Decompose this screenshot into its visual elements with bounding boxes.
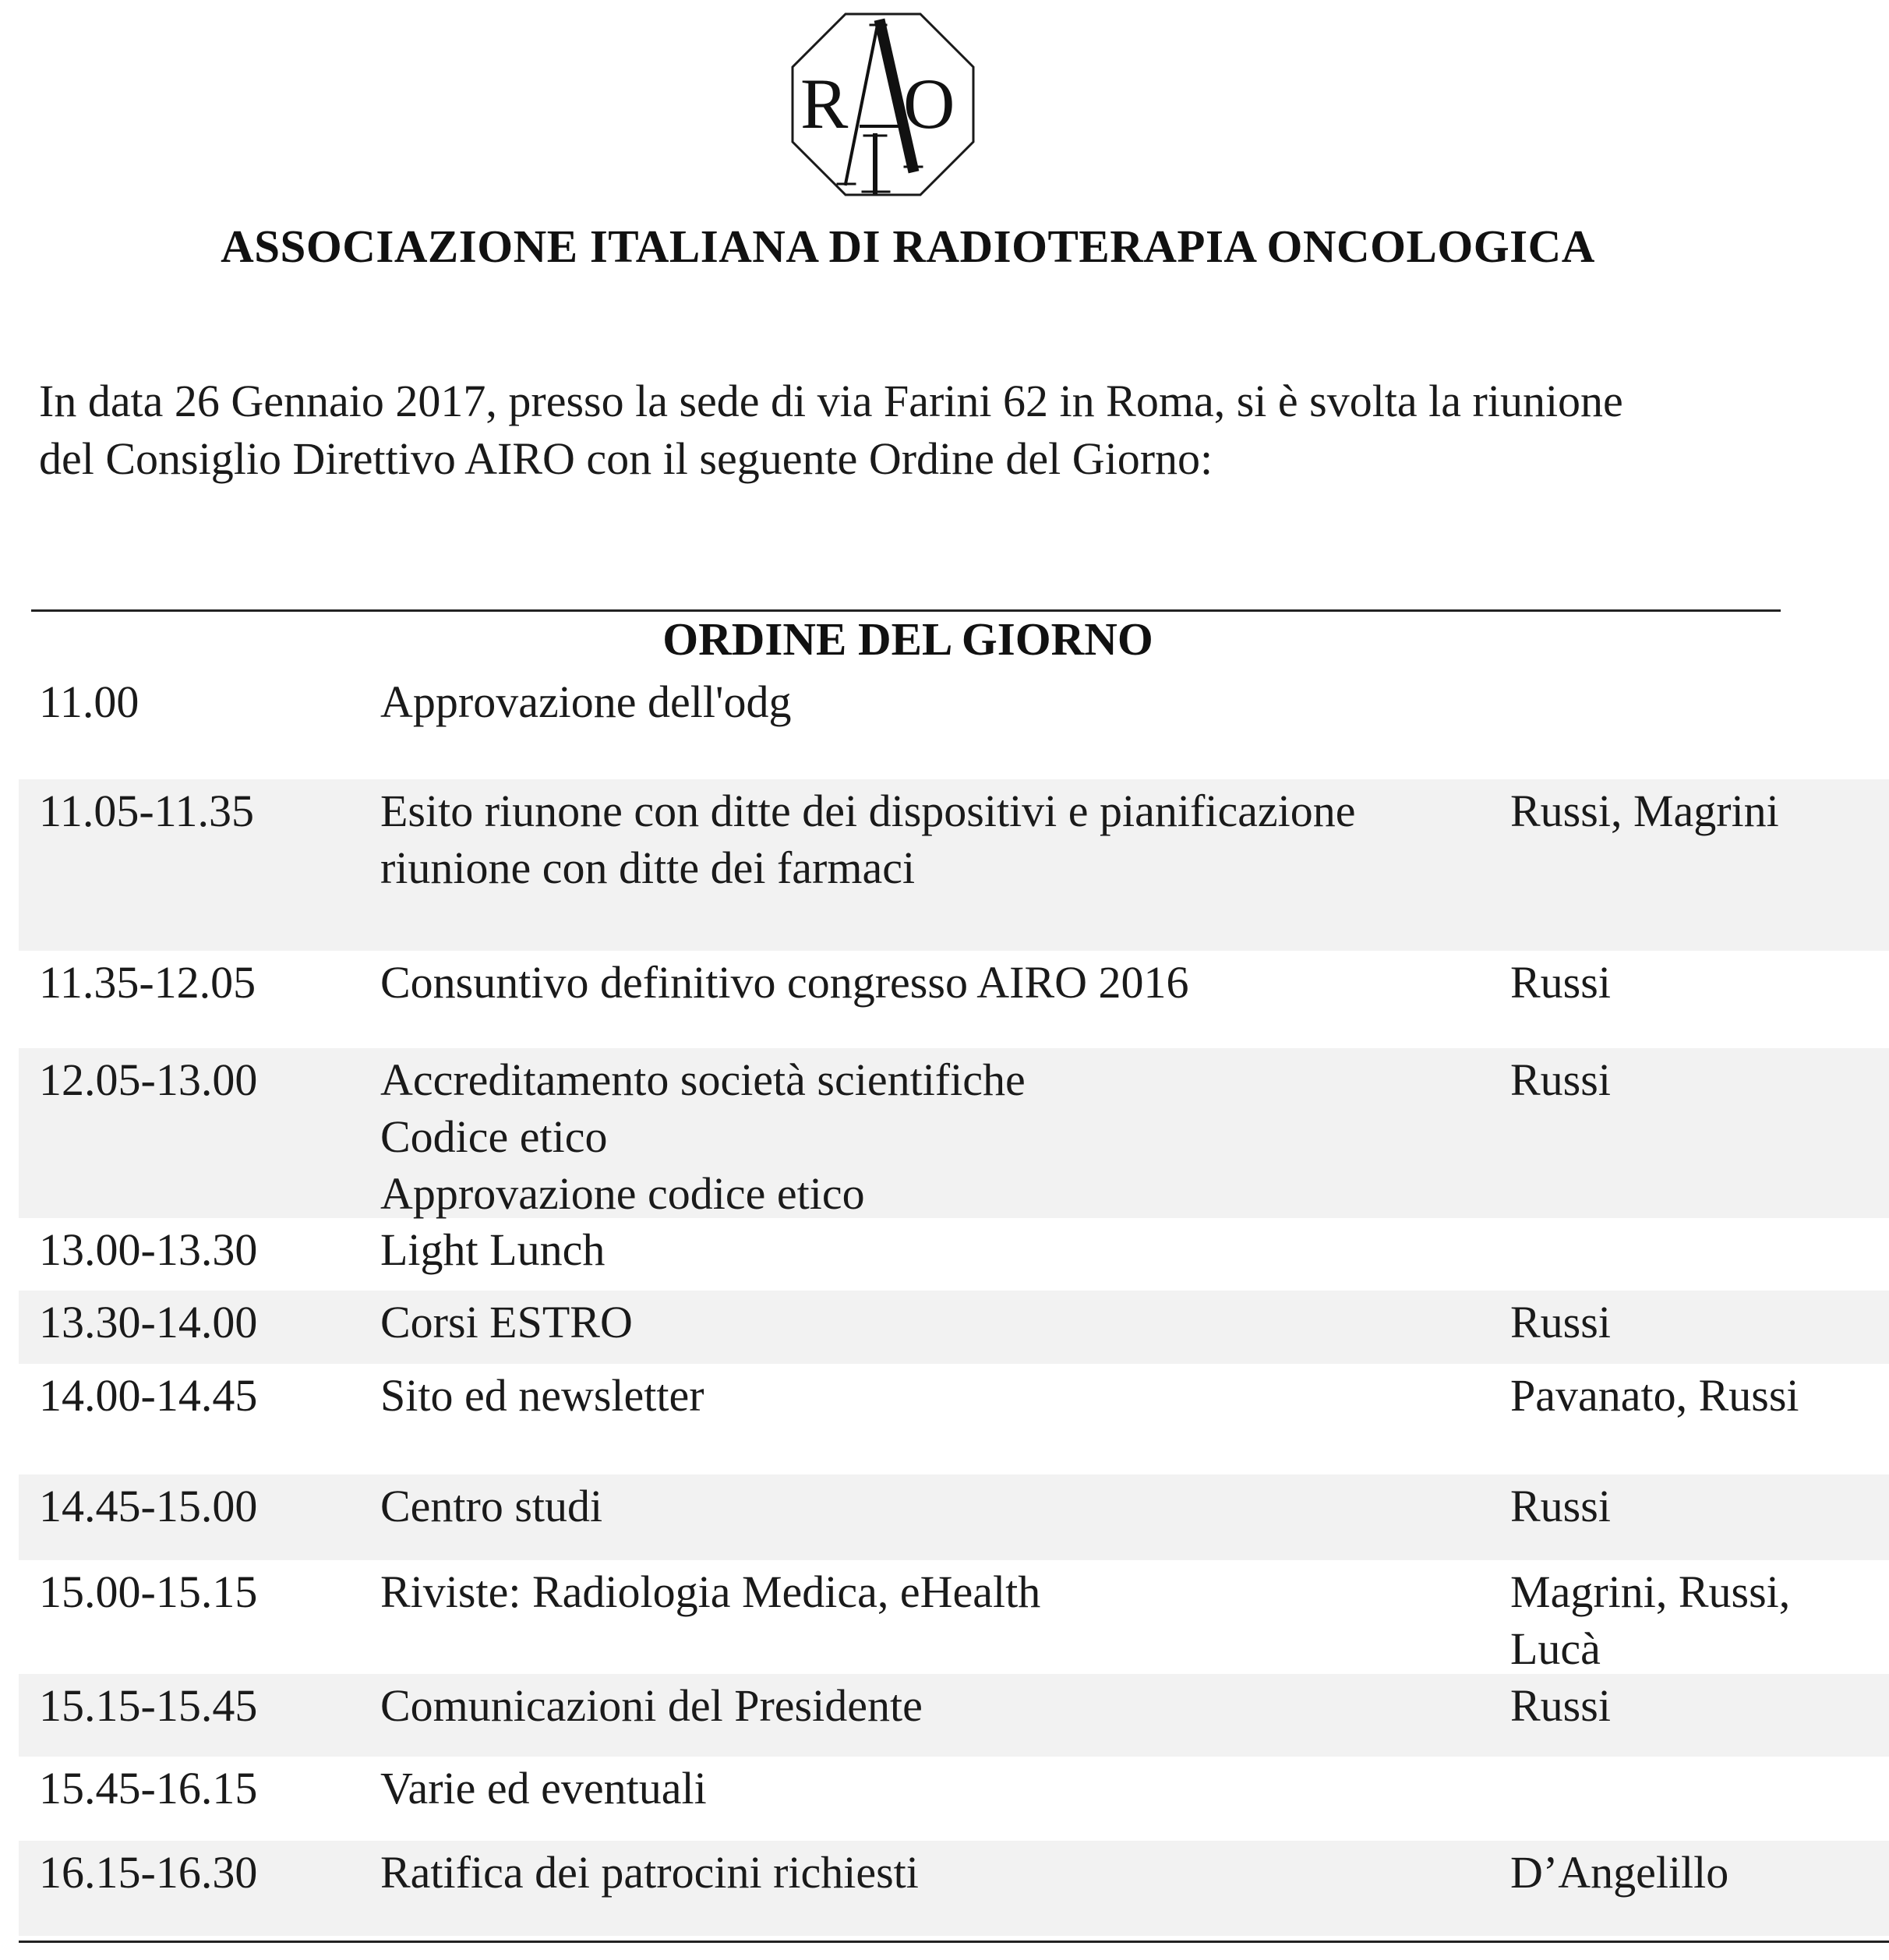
agenda-time: 11.35-12.05 (39, 957, 256, 1008)
organization-title: ASSOCIAZIONE ITALIANA DI RADIOTERAPIA ONCOLOGICA (221, 221, 1595, 272)
agenda-heading: ORDINE DEL GIORNO (662, 613, 1153, 665)
agenda-presenter: Pavanato, Russi (1510, 1370, 1799, 1421)
agenda-topic-line: Centro studi (380, 1481, 603, 1531)
agenda-topic (380, 1563, 1487, 1620)
agenda-topic-line: Sito ed newsletter (380, 1370, 704, 1421)
intro-line-2: del Consiglio Direttivo AIRO con il seguente Ordine del Giorno: (39, 433, 1213, 484)
agenda-time: 15.00-15.15 (39, 1566, 258, 1617)
agenda-topic-line: Codice etico (380, 1111, 608, 1162)
agenda-row (19, 1474, 1889, 1560)
agenda-topic (380, 954, 1487, 1011)
agenda-time: 13.00-13.30 (39, 1224, 258, 1275)
agenda-row (19, 1364, 1889, 1474)
agenda-topic (380, 1760, 1487, 1817)
agenda-time: 15.45-16.15 (39, 1763, 258, 1813)
agenda-row (19, 1048, 1889, 1218)
agenda-row (19, 1674, 1889, 1757)
agenda-row (19, 1218, 1889, 1291)
agenda-time: 13.30-14.00 (39, 1297, 258, 1347)
agenda-presenter: Russi (1510, 957, 1611, 1008)
agenda-topic-line: Esito riunone con ditte dei dispositivi e pianificazione (380, 786, 1356, 836)
agenda-topic (380, 1051, 1487, 1222)
agenda-time: 14.45-15.00 (39, 1481, 258, 1531)
agenda-time: 11.05-11.35 (39, 786, 255, 836)
agenda-time: 11.00 (39, 676, 139, 727)
agenda-topic (380, 1294, 1487, 1351)
agenda-topic-line: Corsi ESTRO (380, 1297, 633, 1347)
agenda-presenter: Russi (1510, 1054, 1611, 1105)
agenda-time: 15.15-15.45 (39, 1680, 258, 1731)
agenda-row (19, 951, 1889, 1048)
agenda-topic (380, 673, 1487, 730)
agenda-topic-line: Light Lunch (380, 1224, 606, 1275)
intro-line-1: In data 26 Gennaio 2017, presso la sede di via Farini 62 in Roma, si è svolta la riunione (39, 376, 1623, 426)
agenda-table (19, 0, 1889, 1960)
agenda-topic (380, 782, 1487, 896)
agenda-topic (380, 1478, 1487, 1534)
agenda-presenter: Russi (1510, 1297, 1611, 1347)
agenda-time: 16.15-16.30 (39, 1847, 258, 1898)
agenda-topic-line: Riviste: Radiologia Medica, eHealth (380, 1566, 1041, 1617)
agenda-topic (380, 1221, 1487, 1278)
agenda-topic (380, 1677, 1487, 1734)
agenda-presenter: Russi (1510, 1481, 1611, 1531)
svg-text:R: R (800, 64, 849, 143)
agenda-presenter: D’Angelillo (1510, 1847, 1729, 1898)
agenda-topic-line: riunione con ditte dei farmaci (380, 842, 916, 893)
agenda-topic-line: Varie ed eventuali (380, 1763, 707, 1813)
agenda-bottom-rule (19, 1941, 1889, 1943)
agenda-topic-line: Accreditamento società scientifiche (380, 1054, 1026, 1105)
agenda-row (19, 1291, 1889, 1364)
agenda-topic-line: Approvazione dell'odg (380, 676, 792, 727)
agenda-row (19, 1757, 1889, 1841)
agenda-topic (380, 1367, 1487, 1424)
agenda-time: 12.05-13.00 (39, 1054, 258, 1105)
agenda-topic-line: Comunicazioni del Presidente (380, 1680, 923, 1731)
agenda-topic-line: Consuntivo definitivo congresso AIRO 2016 (380, 957, 1189, 1008)
agenda-row (19, 670, 1889, 779)
agenda-topic-line: Approvazione codice etico (380, 1168, 865, 1219)
agenda-row (19, 1560, 1889, 1674)
agenda-presenter: Russi, Magrini (1510, 786, 1779, 836)
agenda-row (19, 779, 1889, 951)
agenda-topic-line: Ratifica dei patrocini richiesti (380, 1847, 919, 1898)
agenda-presenter: Magrini, Russi, Lucà (1510, 1566, 1791, 1674)
svg-text:O: O (903, 64, 955, 143)
agenda-row (19, 1841, 1889, 1936)
agenda-time: 14.00-14.45 (39, 1370, 258, 1421)
agenda-topic (380, 1844, 1487, 1901)
agenda-presenter: Russi (1510, 1680, 1611, 1731)
